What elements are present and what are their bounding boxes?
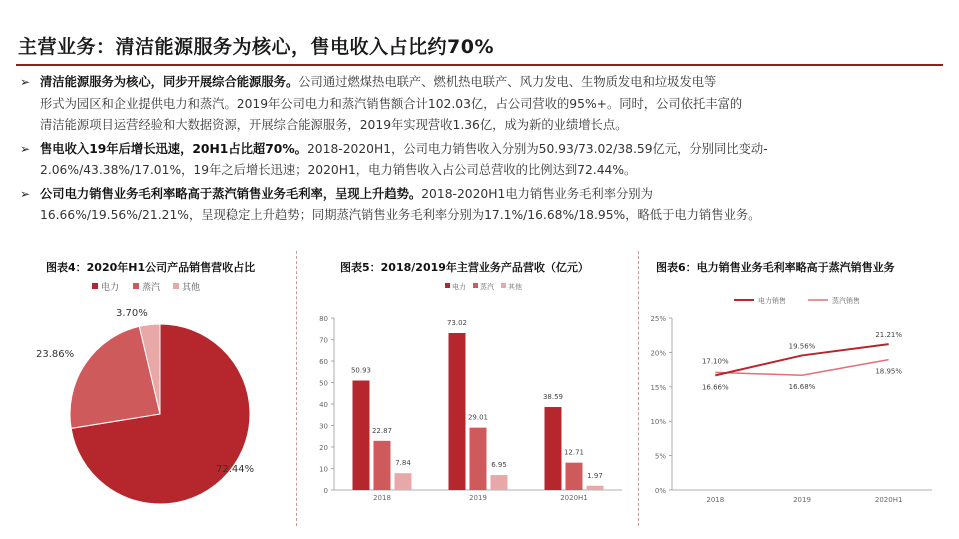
bar-value-label: 73.02 bbox=[446, 319, 468, 328]
bar-legend bbox=[445, 282, 522, 291]
bullet-text: 2018-2020H1电力销售业务毛利率分别为 bbox=[421, 186, 653, 201]
y-tick-label: 25% bbox=[650, 315, 666, 323]
bullet-text: 清洁能源项目运营经验和大数据资源，开展综合能源服务，2019年实现营收1.36亿，成为新的业绩增长点。 bbox=[40, 118, 628, 132]
bar-value-label: 38.59 bbox=[542, 393, 564, 402]
legend-label-steam: 蒸汽 bbox=[142, 283, 161, 293]
legend-swatch-steam bbox=[473, 283, 478, 288]
bar-value-label: 7.84 bbox=[395, 459, 411, 468]
y-tick-label: 30 bbox=[319, 422, 328, 431]
bar-value-label: 50.93 bbox=[350, 366, 372, 375]
bar-steam bbox=[374, 441, 391, 490]
bullet-text: 2.06%/43.38%/17.01%，19年之后增长迅速；2020H1，电力销售收入占公司总营收的比例达到72.44%。 bbox=[40, 163, 637, 177]
bullet-lead: 公司电力销售业务毛利率略高于蒸汽销售业务毛利率，呈现上升趋势。 bbox=[40, 186, 422, 201]
bar-value-label: 6.95 bbox=[491, 461, 507, 470]
bar-power bbox=[545, 407, 562, 490]
y-tick-label: 70 bbox=[319, 336, 328, 345]
arrow-bullet-icon: ➢ bbox=[20, 141, 31, 156]
bar-steam bbox=[566, 463, 583, 490]
y-tick-label: 50 bbox=[319, 379, 328, 388]
line-label-steam: 16.68% bbox=[788, 383, 816, 392]
line-label-steam: 18.95% bbox=[875, 367, 903, 376]
chart-divider bbox=[638, 251, 639, 526]
legend-label-power: 电力 bbox=[452, 283, 466, 291]
line-label-power: 16.66% bbox=[701, 383, 729, 392]
x-tick-label: 2019 bbox=[469, 494, 487, 502]
line-legend bbox=[734, 296, 860, 305]
legend-label-other: 其他 bbox=[508, 283, 522, 291]
pie-label-power: 72.44% bbox=[216, 464, 255, 475]
title-underline bbox=[16, 64, 943, 66]
y-tick-label: 20 bbox=[319, 444, 328, 452]
x-tick-label: 2020H1 bbox=[874, 496, 903, 504]
y-tick-label: 10 bbox=[319, 465, 328, 474]
bullet-lead: 售电收入19年后增长迅速，20H1占比超70%。 bbox=[40, 141, 307, 156]
y-tick-label: 40 bbox=[319, 401, 328, 409]
legend-swatch-other bbox=[173, 283, 179, 289]
bullet-item-gross-margin bbox=[20, 184, 940, 227]
bullet-text: 2018-2020H1，公司电力销售收入分别为50.93/73.02/38.59亿元，分别同比变动- bbox=[306, 141, 768, 156]
y-tick-label: 60 bbox=[319, 358, 328, 366]
bar-power bbox=[353, 381, 370, 490]
bar-value-label: 22.87 bbox=[371, 426, 393, 435]
bar-power bbox=[449, 333, 466, 490]
bar-other bbox=[491, 475, 508, 490]
legend-label-steam: 蒸汽销售 bbox=[832, 297, 860, 305]
bullet-item-clean-energy bbox=[20, 72, 940, 137]
y-tick-label: 15% bbox=[650, 383, 666, 392]
arrow-bullet-icon: ➢ bbox=[20, 186, 31, 201]
line-label-power: 19.56% bbox=[788, 342, 816, 351]
bullet-item-power-sales bbox=[20, 139, 940, 182]
x-tick-label: 2018 bbox=[706, 496, 725, 504]
pie-chart-title: 图表4：2020年H1公司产品销售营收占比 bbox=[46, 261, 256, 274]
line-label-steam: 17.10% bbox=[701, 357, 729, 366]
bar-steam bbox=[470, 428, 487, 490]
y-tick-label: 0 bbox=[323, 487, 328, 495]
bar-other bbox=[587, 486, 604, 490]
legend-swatch-power bbox=[445, 283, 450, 288]
bar-value-label: 1.97 bbox=[587, 471, 603, 480]
x-tick-label: 2019 bbox=[793, 496, 811, 504]
pie-label-other: 3.70% bbox=[116, 308, 148, 319]
y-tick-label: 0% bbox=[654, 487, 666, 495]
line-chart-title: 图表6：电力销售业务毛利率略高于蒸汽销售业务 bbox=[656, 261, 895, 274]
y-tick-label: 20% bbox=[650, 349, 666, 358]
legend-swatch-other bbox=[501, 283, 506, 288]
pie-label-steam: 23.86% bbox=[36, 349, 75, 360]
bullet-lead: 清洁能源服务为核心，同步开展综合能源服务。 bbox=[40, 75, 299, 89]
bar-value-label: 29.01 bbox=[467, 413, 489, 422]
line-series-steam bbox=[715, 360, 888, 376]
legend-swatch-power bbox=[92, 283, 98, 289]
legend-label-steam: 蒸汽 bbox=[480, 283, 494, 291]
bullet-text: 公司通过燃煤热电联产、燃机热电联产、风力发电、生物质发电和垃圾发电等 bbox=[298, 75, 717, 89]
line-chart bbox=[640, 272, 945, 512]
chart-divider bbox=[296, 251, 297, 526]
x-tick-label: 2018 bbox=[373, 494, 391, 502]
legend-swatch-steam bbox=[133, 283, 139, 289]
legend-label-other: 其他 bbox=[182, 283, 201, 293]
bullet-text: 16.66%/19.56%/21.21%，呈现稳定上升趋势；同期蒸汽销售业务毛利率分别为17.1%/16.68%/18.95%，略低于电力销售业务。 bbox=[40, 208, 761, 222]
x-tick-label: 2020H1 bbox=[560, 494, 588, 502]
legend-label-power: 电力 bbox=[101, 283, 120, 293]
bar-value-label: 12.71 bbox=[563, 448, 585, 457]
page-title: 主营业务：清洁能源服务为核心，售电收入占比约70% bbox=[18, 36, 494, 58]
bar-other bbox=[395, 473, 412, 490]
bar-chart bbox=[300, 272, 635, 512]
arrow-bullet-icon: ➢ bbox=[20, 75, 31, 89]
y-tick-label: 5% bbox=[654, 452, 666, 461]
bar-chart-title: 图表5：2018/2019年主营业务产品营收（亿元） bbox=[340, 261, 589, 274]
line-label-power: 21.21% bbox=[875, 331, 903, 340]
y-tick-label: 80 bbox=[319, 315, 328, 323]
bullet-text: 形式为园区和企业提供电力和蒸汽。2019年公司电力和蒸汽销售额合计102.03亿，占公司营收的95%+。同时，公司依托丰富的 bbox=[40, 96, 743, 111]
pie-chart bbox=[20, 272, 290, 522]
pie-legend bbox=[92, 281, 200, 293]
bullet-list bbox=[20, 72, 940, 229]
y-tick-label: 10% bbox=[650, 418, 666, 427]
legend-label-power: 电力销售 bbox=[758, 297, 786, 305]
